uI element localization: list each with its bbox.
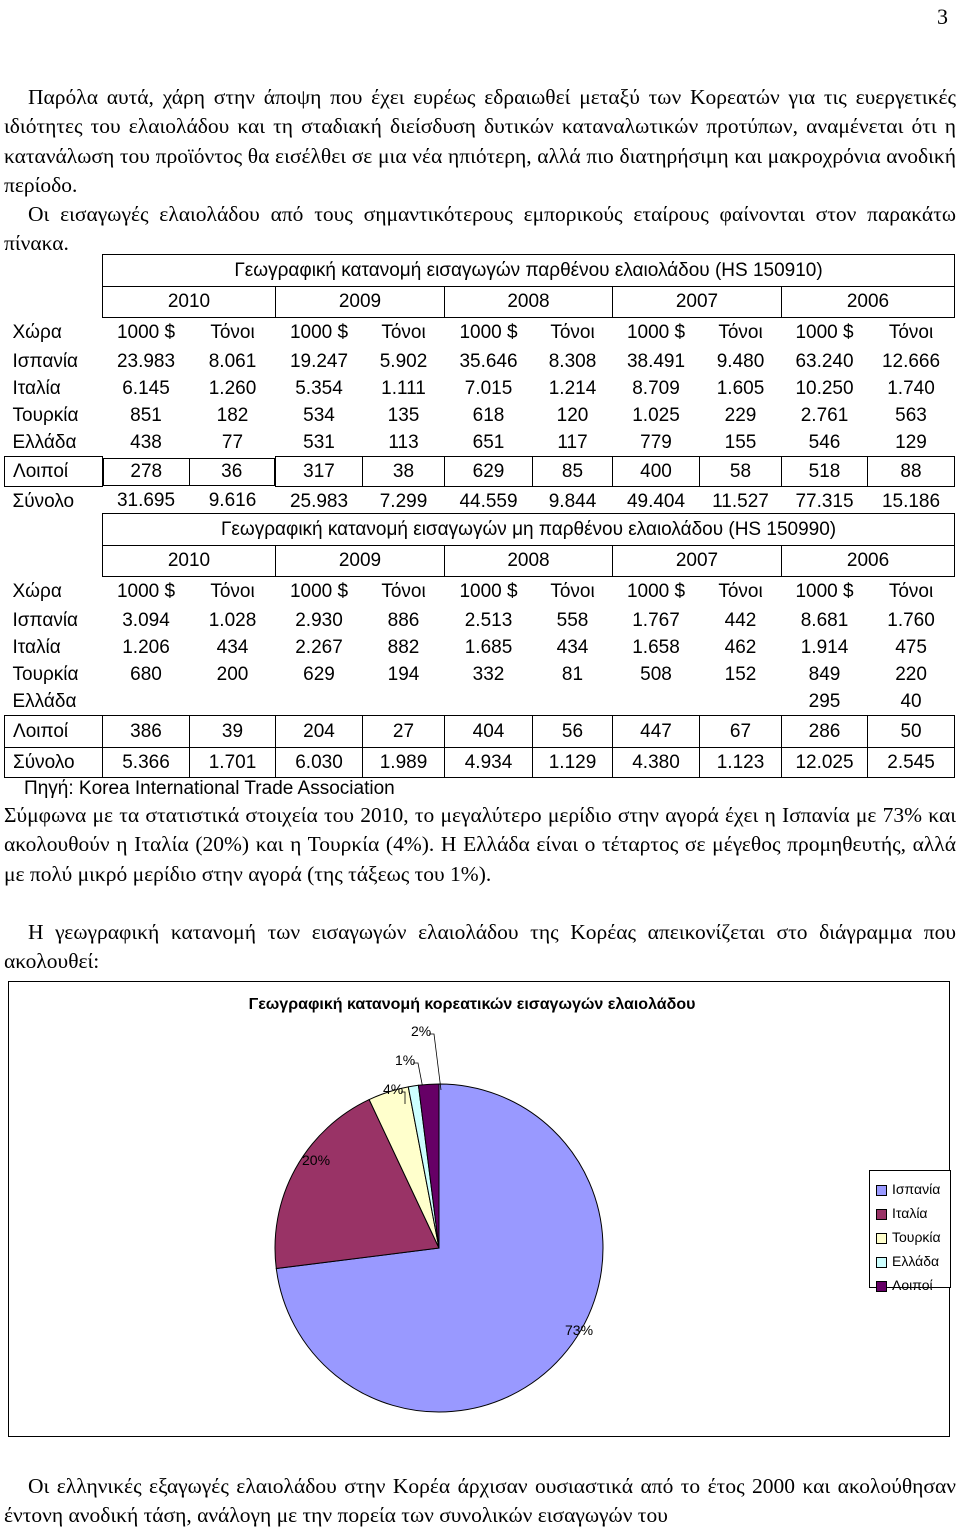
country-cell: Τουρκία — [12, 663, 79, 685]
value-cell: 475 — [895, 636, 927, 658]
table2-unit: 1000 $ — [459, 581, 518, 602]
paragraph-greek-exports: Οι ελληνικές εξαγωγές ελαιολάδου στην Κορέα άρχισαν ουσιαστικά από το έτος 2000 και ακολούθησαν έντονη ανοδική τάση, ανάλογη με την πορεία των συνολικών εισαγωγών του — [4, 1474, 956, 1528]
non-virgin-olive-oil-table — [4, 513, 955, 778]
value-cell — [103, 688, 190, 716]
country-cell: Λοιποί — [5, 457, 103, 487]
value-cell: 182 — [216, 404, 249, 426]
source-note: Πηγή: Korea International Trade Association — [24, 778, 395, 799]
country-cell: Ισπανία — [12, 350, 79, 372]
table-row-total — [5, 748, 955, 778]
value-cell: 400 — [613, 457, 700, 487]
legend-swatch — [876, 1185, 887, 1196]
value-cell: 886 — [387, 609, 420, 631]
paragraph-market-share: Σύμφωνα με τα στατιστικά στοιχεία του 2010, το μεγαλύτερο μερίδιο στην αγορά έχει η Ισπανία με 73% και ακολουθούν η Ιταλία (20%) και η Τουρκία (4%). Η Ελλάδα είναι ο τέταρτος σε μέγεθος προμηθευτής, αλλά με πολύ μικρό μερίδιο στην αγορά (της τάξεως του 1%). — [4, 803, 956, 886]
value-cell: 88 — [868, 457, 955, 487]
value-cell: 6.030 — [276, 748, 363, 778]
value-cell: 434 — [556, 636, 589, 658]
value-cell: 851 — [130, 404, 162, 426]
value-cell: 63.240 — [795, 350, 854, 372]
value-cell: 38.491 — [626, 350, 686, 372]
table2-unit: Τόνοι — [210, 581, 255, 602]
paragraph-imports: Οι εισαγωγές ελαιολάδου από τους σημαντικότερους εμπορικούς εταίρους φαίνονται στον παρακάτω πίνακα. — [4, 202, 956, 256]
slice-label: 4% — [383, 1081, 404, 1097]
legend-swatch — [876, 1209, 887, 1220]
table2-unit: Τόνοι — [718, 581, 763, 602]
paragraph-chart-intro: Η γεωγραφική κατανομή των εισαγωγών ελαιολάδου της Κορέας απεικονίζεται στο διάγραμμα που ακολουθεί: — [4, 920, 956, 974]
value-cell: 36 — [189, 458, 275, 485]
table2-unit: 1000 $ — [289, 581, 349, 602]
value-cell: 2.761 — [800, 404, 849, 426]
value-cell: 1.767 — [632, 609, 680, 631]
value-cell: 508 — [640, 663, 672, 685]
value-cell: 7.015 — [464, 377, 513, 399]
value-cell: 1.760 — [887, 609, 935, 631]
value-cell: 200 — [216, 663, 249, 685]
country-cell: Σύνολο — [5, 748, 103, 778]
country-cell: Ελλάδα — [12, 690, 77, 712]
legend-swatch — [876, 1281, 887, 1292]
value-cell: 4.934 — [445, 748, 533, 778]
value-cell: 5.902 — [379, 350, 428, 372]
table1-unit: 1000 $ — [289, 322, 349, 343]
table1-year: 2007 — [613, 287, 782, 318]
pie-chart — [9, 982, 949, 1436]
value-cell: 1.658 — [632, 636, 680, 658]
value-cell: 49.404 — [626, 490, 686, 512]
value-cell: 7.299 — [379, 490, 428, 512]
table-row — [5, 402, 955, 429]
value-cell: 35.646 — [459, 350, 518, 372]
value-cell: 5.366 — [103, 748, 190, 778]
value-cell: 317 — [276, 457, 363, 487]
table1-unit: Τόνοι — [210, 322, 255, 343]
country-cell: Τουρκία — [12, 404, 79, 426]
legend-label: Ελλάδα — [892, 1253, 940, 1269]
value-cell: 77.315 — [795, 490, 854, 512]
value-cell: 19.247 — [289, 350, 349, 372]
table1-unit: 1000 $ — [116, 322, 176, 343]
table-row-others — [5, 457, 955, 487]
value-cell: 295 — [808, 690, 841, 712]
value-cell: 1.025 — [632, 404, 680, 426]
table1-year: 2008 — [445, 287, 613, 318]
value-cell: 278 — [104, 458, 190, 485]
value-cell — [613, 688, 700, 716]
value-cell: 1.740 — [887, 377, 935, 399]
value-cell: 558 — [556, 609, 589, 631]
value-cell: 2.930 — [295, 609, 343, 631]
value-cell — [363, 688, 445, 716]
table-row-total — [5, 487, 955, 517]
value-cell: 58 — [700, 457, 782, 487]
legend-swatch — [876, 1257, 887, 1268]
value-cell: 286 — [782, 716, 868, 748]
value-cell: 546 — [808, 431, 841, 453]
value-cell: 8.061 — [208, 350, 257, 372]
value-cell: 438 — [130, 431, 162, 453]
others-group — [103, 457, 276, 487]
value-cell: 38 — [363, 457, 445, 487]
value-cell: 10.250 — [795, 377, 854, 399]
table-row — [5, 634, 955, 661]
value-cell: 1.685 — [464, 636, 513, 658]
value-cell: 44.559 — [459, 490, 518, 512]
value-cell: 680 — [130, 663, 162, 685]
leader-line — [429, 1034, 441, 1090]
value-cell: 462 — [724, 636, 757, 658]
value-cell: 1.028 — [208, 609, 257, 631]
value-cell: 6.145 — [122, 377, 170, 399]
table1-title: Γεωγραφική κατανομή εισαγωγών παρθένου ελαιολάδου (HS 150910) — [103, 255, 955, 287]
value-cell: 404 — [445, 716, 533, 748]
value-cell: 534 — [303, 404, 335, 426]
value-cell: 1.914 — [800, 636, 849, 658]
value-cell: 25.983 — [289, 490, 349, 512]
table2-year: 2010 — [103, 546, 276, 577]
value-cell: 31.695 — [116, 490, 176, 512]
table1-unit: 1000 $ — [459, 322, 518, 343]
table2-unit: 1000 $ — [795, 581, 854, 602]
value-cell: 9.480 — [716, 350, 765, 372]
value-cell: 332 — [472, 663, 505, 685]
value-cell: 849 — [808, 663, 841, 685]
value-cell: 120 — [556, 404, 589, 426]
table1-year: 2009 — [276, 287, 445, 318]
value-cell: 4.380 — [613, 748, 700, 778]
value-cell: 531 — [303, 431, 335, 453]
paragraph-intro: Παρόλα αυτά, χάρη στην άποψη που έχει ευρέως εδραιωθεί μεταξύ των Κορεατών για τις ευεργετικές ιδιότητες του ελαιολάδου και τη σταδιακή διείσδυση δυτικών καταναλωτικών προτύπων, αναμένεται ότι η κατανάλωση του προϊόντος θα εισέλθει σε μια νέα ηπιότερη, αλλά πιο διατηρήσιμη και μακροχρόνια ανοδική περίοδο. — [4, 85, 956, 198]
legend-item — [870, 1225, 950, 1249]
value-cell: 8.709 — [632, 377, 680, 399]
value-cell: 2.267 — [295, 636, 343, 658]
value-cell: 618 — [472, 404, 505, 426]
value-cell: 2.545 — [868, 748, 955, 778]
table-row — [5, 607, 955, 634]
table2-unit: Τόνοι — [550, 581, 595, 602]
chart-title: Γεωγραφική κατανομή κορεατικών εισαγωγών ελαιολάδου — [248, 996, 696, 1013]
value-cell: 113 — [388, 431, 419, 453]
value-cell — [276, 688, 363, 716]
pie-chart-frame — [8, 981, 950, 1437]
legend-item — [870, 1201, 950, 1225]
value-cell: 1.701 — [190, 748, 276, 778]
value-cell: 194 — [387, 663, 420, 685]
value-cell: 779 — [640, 431, 672, 453]
country-cell: Ισπανία — [12, 609, 79, 631]
country-cell: Ελλάδα — [12, 431, 77, 453]
value-cell: 39 — [190, 716, 276, 748]
table2-year: 2009 — [276, 546, 445, 577]
value-cell: 1.129 — [533, 748, 613, 778]
value-cell: 9.616 — [208, 490, 257, 512]
table1-unit: Τόνοι — [550, 322, 595, 343]
slice-label: 20% — [302, 1152, 331, 1168]
legend-item — [870, 1177, 950, 1201]
value-cell: 117 — [557, 431, 588, 453]
legend-label: Τουρκία — [892, 1229, 941, 1245]
legend-item — [870, 1273, 950, 1297]
table2-unit: 1000 $ — [626, 581, 686, 602]
table1-unit: Τόνοι — [888, 322, 934, 343]
value-cell: 12.025 — [782, 748, 868, 778]
value-cell: 23.983 — [116, 350, 176, 372]
value-cell: 442 — [724, 609, 757, 631]
value-cell: 651 — [472, 431, 505, 453]
legend-label: Λοιποί — [892, 1277, 933, 1293]
value-cell: 2.513 — [464, 609, 513, 631]
table2-year: 2008 — [445, 546, 613, 577]
value-cell: 40 — [900, 690, 922, 712]
value-cell: 50 — [868, 716, 955, 748]
table-row — [5, 375, 955, 402]
value-cell: 629 — [303, 663, 335, 685]
value-cell: 1.206 — [122, 636, 170, 658]
value-cell: 518 — [782, 457, 868, 487]
table1-country-header: Χώρα — [12, 321, 62, 343]
value-cell: 9.844 — [548, 490, 597, 512]
value-cell: 152 — [724, 663, 757, 685]
table-row — [5, 688, 955, 716]
value-cell: 27 — [363, 716, 445, 748]
value-cell: 81 — [561, 663, 584, 685]
value-cell — [190, 688, 276, 716]
value-cell: 1.605 — [716, 377, 765, 399]
slice-label: 1% — [395, 1052, 416, 1068]
value-cell: 882 — [387, 636, 420, 658]
value-cell: 1.989 — [363, 748, 445, 778]
table-row — [5, 661, 955, 688]
value-cell: 129 — [895, 431, 927, 453]
table1-unit: 1000 $ — [626, 322, 686, 343]
table2-unit: 1000 $ — [116, 581, 176, 602]
table2-year: 2006 — [782, 546, 955, 577]
chart-legend — [869, 1170, 951, 1293]
value-cell: 563 — [895, 404, 927, 426]
table2-unit: Τόνοι — [381, 581, 426, 602]
value-cell: 1.260 — [208, 377, 257, 399]
table2-country-header: Χώρα — [12, 580, 62, 602]
value-cell: 8.681 — [800, 609, 849, 631]
value-cell: 15.186 — [881, 490, 941, 512]
value-cell: 155 — [724, 431, 757, 453]
value-cell — [700, 688, 782, 716]
legend-swatch — [876, 1233, 887, 1244]
country-cell: Ιταλία — [12, 377, 61, 399]
value-cell: 434 — [216, 636, 249, 658]
table2-title: Γεωγραφική κατανομή εισαγωγών μη παρθένου ελαιολάδου (HS 150990) — [103, 514, 955, 546]
value-cell: 629 — [445, 457, 533, 487]
table-row — [5, 348, 955, 375]
value-cell: 67 — [700, 716, 782, 748]
country-cell: Σύνολο — [12, 490, 75, 512]
country-cell: Ιταλία — [12, 636, 61, 658]
value-cell: 1.111 — [381, 377, 426, 399]
value-cell: 229 — [724, 404, 757, 426]
table2-unit: Τόνοι — [888, 581, 934, 602]
value-cell: 77 — [221, 431, 244, 453]
value-cell: 11.527 — [712, 490, 769, 512]
table1-unit: 1000 $ — [795, 322, 854, 343]
slice-label: 2% — [411, 1023, 432, 1039]
value-cell: 56 — [533, 716, 613, 748]
table1-year: 2006 — [782, 287, 955, 318]
value-cell: 447 — [613, 716, 700, 748]
value-cell — [445, 688, 533, 716]
country-cell: Λοιποί — [5, 716, 103, 748]
legend-label: Ισπανία — [892, 1181, 941, 1197]
legend-item — [870, 1249, 950, 1273]
table1-year: 2010 — [103, 287, 276, 318]
slice-label: 73% — [565, 1322, 594, 1338]
value-cell: 220 — [895, 663, 927, 685]
table-row-others — [5, 716, 955, 748]
table1-unit: Τόνοι — [718, 322, 763, 343]
value-cell: 135 — [387, 404, 420, 426]
page-number: 3 — [937, 4, 948, 29]
value-cell: 3.094 — [122, 609, 170, 631]
virgin-olive-oil-table — [4, 254, 955, 516]
legend-label: Ιταλία — [892, 1205, 928, 1221]
value-cell: 12.666 — [881, 350, 941, 372]
value-cell — [533, 688, 613, 716]
table1-unit: Τόνοι — [381, 322, 426, 343]
table-row — [5, 429, 955, 457]
value-cell: 1.123 — [700, 748, 782, 778]
value-cell: 1.214 — [548, 377, 597, 399]
value-cell: 386 — [103, 716, 190, 748]
value-cell: 8.308 — [548, 350, 597, 372]
value-cell: 85 — [533, 457, 613, 487]
table2-year: 2007 — [613, 546, 782, 577]
value-cell: 5.354 — [295, 377, 343, 399]
value-cell: 204 — [276, 716, 363, 748]
